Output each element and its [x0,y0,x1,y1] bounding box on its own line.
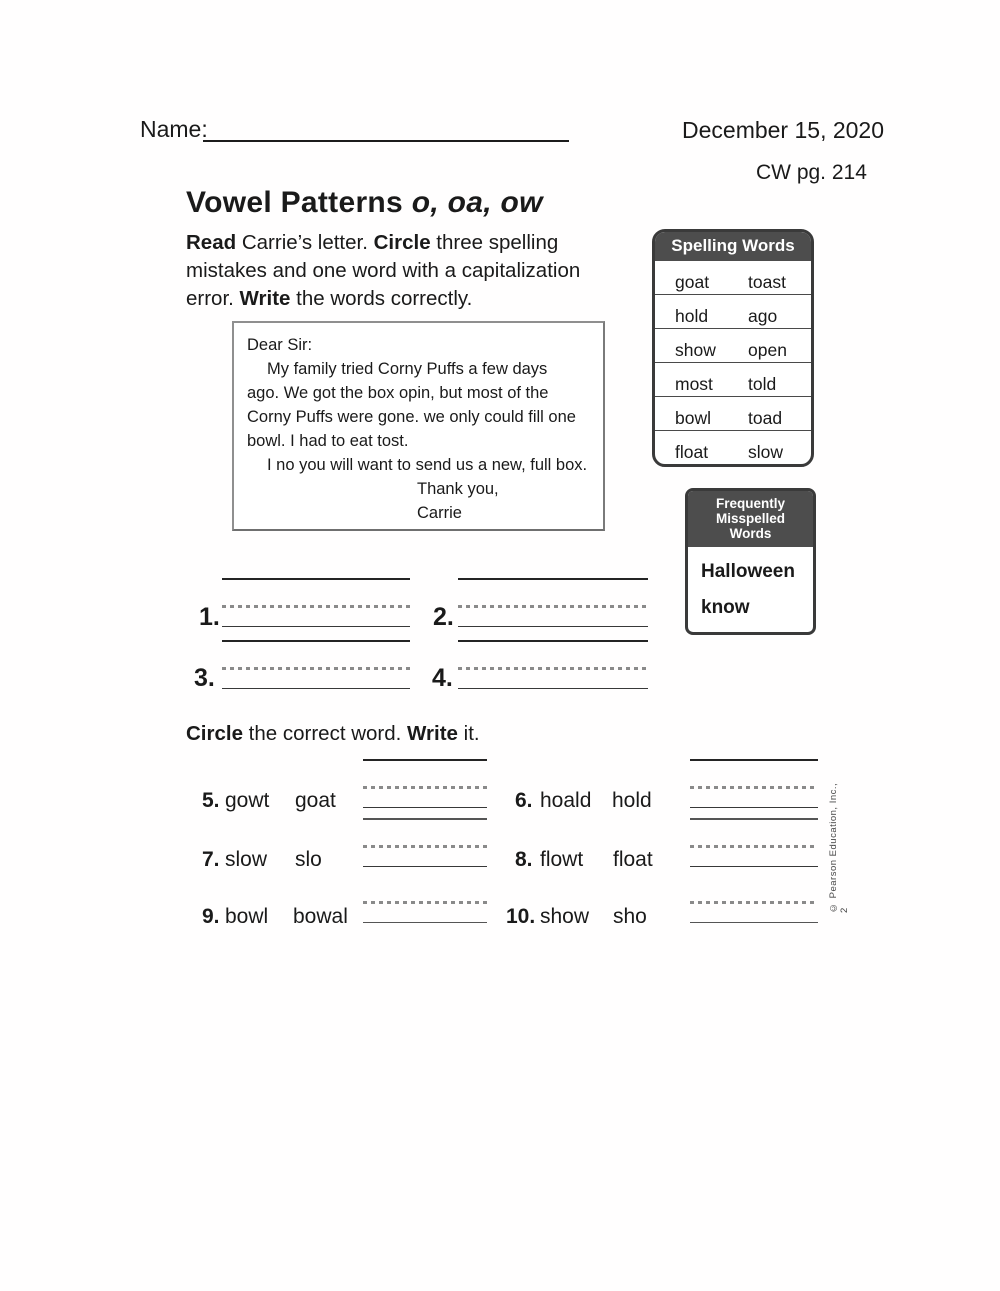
letter-signature-line: Carrie [417,504,462,522]
spelling-words-box [652,229,814,467]
letter-line: Corny Puffs were gone. we only could fill one [247,408,576,426]
answer-lines-10[interactable] [690,877,818,925]
frequently-misspelled-header: Frequently Misspelled Words [688,491,813,547]
frequently-misspelled-box [685,488,816,635]
misspelled-word: know [701,597,750,618]
spelling-word: show [675,340,716,360]
spelling-word: float [675,442,709,462]
letter-line: ago. We got the box opin, but most of the [247,384,549,402]
name-input-line[interactable] [203,118,569,142]
answer-lines-5[interactable] [363,759,487,809]
answer-lines-4[interactable] [458,640,648,690]
word-choice-10b[interactable]: sho [613,905,647,928]
item-number-7: 7. [202,848,220,871]
word-choice-8b[interactable]: float [613,848,653,871]
circle-section-instruction: Circle the correct word. Write it. [186,722,480,745]
answer-number-3: 3. [194,664,215,692]
misspelled-word: Halloween [701,561,795,582]
word-choice-6b[interactable]: hold [612,789,652,812]
word-choice-9b[interactable]: bowal [293,905,348,928]
spelling-row [655,431,811,465]
answer-lines-8[interactable] [690,818,818,868]
word-choice-7b[interactable]: slo [295,848,322,871]
answer-lines-7[interactable] [363,818,487,868]
instructions-line: Read Carrie’s letter. Circle three spelling [186,231,559,254]
letter-line: Dear Sir: [247,336,313,354]
spelling-word: ago [748,306,778,326]
word-choice-6a[interactable]: hoald [540,789,592,812]
answer-lines-1[interactable] [222,578,410,628]
spelling-word: goat [675,272,710,292]
letter-line: I no you will want to send us a new, full box. [267,456,588,474]
item-number-6: 6. [515,789,533,812]
item-number-10: 10. [506,905,536,928]
spelling-row [655,261,811,295]
letter-line: bowl. I had to eat tost. [247,432,409,450]
answer-number-1: 1. [199,603,220,631]
letter-signature-line: Thank you, [417,480,499,498]
spelling-word: toad [748,408,783,428]
answer-lines-9[interactable] [363,877,487,925]
letter-line: My family tried Corny Puffs a few days [267,360,548,378]
item-number-9: 9. [202,905,220,928]
name-label: Name: [140,116,208,142]
instructions [186,229,626,313]
instructions-line: mistakes and one word with a capitalization [186,259,581,282]
word-choice-10a[interactable]: show [540,905,590,928]
word-choice-8a[interactable]: flowt [540,848,584,871]
cw-page-text: CW pg. 214 [756,161,867,184]
spelling-word: slow [748,442,784,462]
spelling-word: told [748,374,777,394]
answer-lines-6[interactable] [690,759,818,809]
word-choice-5a[interactable]: gowt [225,789,270,812]
spelling-word: most [675,374,713,394]
spelling-row [655,295,811,329]
item-number-5: 5. [202,789,220,812]
spelling-word: open [748,340,787,360]
letter-box [232,321,605,531]
spelling-word: toast [748,272,786,292]
spelling-row [655,329,811,363]
copyright-text: © Pearson Education, Inc., 2 [828,782,850,913]
spelling-word: bowl [675,408,711,428]
item-number-8: 8. [515,848,533,871]
answer-number-2: 2. [433,603,454,631]
spelling-word: hold [675,306,709,326]
page-title: Vowel Patterns o, oa, ow [186,186,543,219]
date-text: December 15, 2020 [682,117,885,143]
answer-lines-3[interactable] [222,640,410,690]
spelling-words-header: Spelling Words [655,232,811,261]
word-choice-5b[interactable]: goat [295,789,336,812]
spelling-row [655,363,811,397]
instructions-line: error. Write the words correctly. [186,287,473,310]
answer-lines-2[interactable] [458,578,648,628]
word-choice-7a[interactable]: slow [225,848,268,871]
word-choice-9a[interactable]: bowl [225,905,269,928]
spelling-row [655,397,811,431]
answer-number-4: 4. [432,664,453,692]
